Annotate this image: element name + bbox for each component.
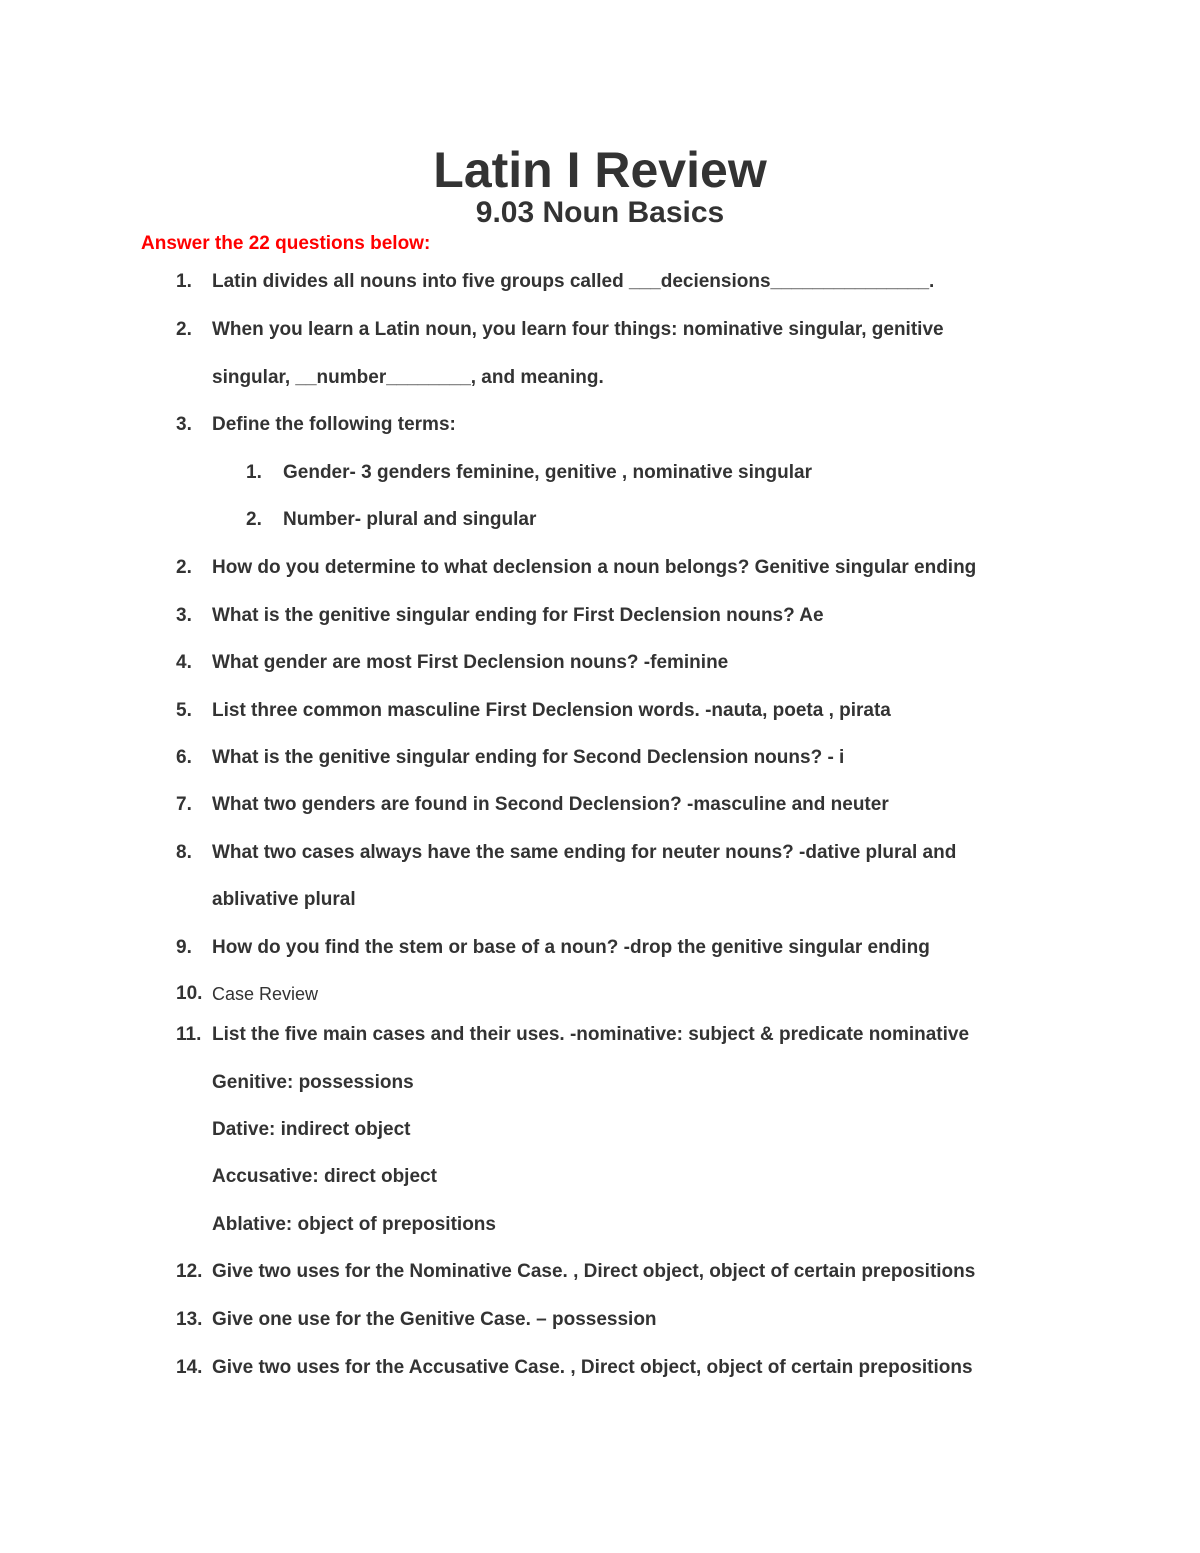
subitem-text: Gender- 3 genders feminine, genitive , nominative singular — [283, 462, 812, 483]
subitem-number: 1. — [246, 462, 262, 483]
question-number: 5. — [176, 700, 192, 721]
question-text: Give one use for the Genitive Case. – possession — [212, 1309, 657, 1330]
case-use-genitive: Genitive: possessions — [212, 1072, 414, 1093]
page-subtitle: 9.03 Noun Basics — [475, 196, 725, 229]
case-use-accusative: Accusative: direct object — [212, 1166, 437, 1187]
question-number: 1. — [176, 271, 192, 292]
question-text: What two cases always have the same ending for neuter nouns? -dative plural and — [212, 842, 957, 863]
question-text: When you learn a Latin noun, you learn four things: nominative singular, genitive — [212, 319, 944, 340]
question-number: 3. — [176, 414, 192, 435]
question-number: 2. — [176, 319, 192, 340]
section-heading-case-review: Case Review — [212, 984, 319, 1004]
question-text: Give two uses for the Accusative Case. , Direct object, object of certain prepositions — [212, 1357, 973, 1378]
question-text: What is the genitive singular ending for Second Declension nouns? - i — [212, 747, 845, 768]
instruction-text: Answer the 22 questions below: — [141, 233, 431, 254]
question-number: 3. — [176, 605, 192, 626]
question-number: 14. — [176, 1357, 203, 1378]
question-number: 13. — [176, 1309, 203, 1330]
question-number: 2. — [176, 557, 192, 578]
question-number: 7. — [176, 794, 192, 815]
case-use-ablative: Ablative: object of prepositions — [212, 1214, 496, 1235]
question-text-continued: ablivative plural — [212, 889, 356, 910]
question-text: List three common masculine First Declension words. -nauta, poeta , pirata — [212, 700, 891, 721]
question-text: How do you determine to what declension a noun belongs? Genitive singular ending — [212, 557, 977, 578]
question-number: 6. — [176, 747, 192, 768]
page-title: Latin I Review — [433, 142, 767, 198]
question-number: 4. — [176, 652, 192, 673]
question-number: 12. — [176, 1261, 203, 1282]
question-text: Give two uses for the Nominative Case. , Direct object, object of certain prepositions — [212, 1261, 976, 1282]
question-text: Latin divides all nouns into five groups called ___deciensions_______________. — [212, 271, 935, 292]
question-text: How do you find the stem or base of a noun? -drop the genitive singular ending — [212, 937, 930, 958]
question-text: What is the genitive singular ending for First Declension nouns? Ae — [212, 605, 824, 626]
subitem-text: Number- plural and singular — [283, 509, 537, 530]
question-number: 11. — [176, 1024, 202, 1045]
question-text-continued: singular, __number________, and meaning. — [212, 367, 604, 388]
question-text: What gender are most First Declension nouns? -feminine — [212, 652, 729, 673]
question-number: 8. — [176, 842, 192, 863]
subitem-number: 2. — [246, 509, 262, 530]
question-number: 9. — [176, 937, 192, 958]
question-text: List the five main cases and their uses. -nominative: subject & predicate nominative — [212, 1024, 970, 1045]
question-text: What two genders are found in Second Declension? -masculine and neuter — [212, 794, 889, 815]
question-number: 10. — [176, 983, 203, 1004]
case-use-dative: Dative: indirect object — [212, 1119, 411, 1140]
question-text: Define the following terms: — [212, 414, 456, 435]
